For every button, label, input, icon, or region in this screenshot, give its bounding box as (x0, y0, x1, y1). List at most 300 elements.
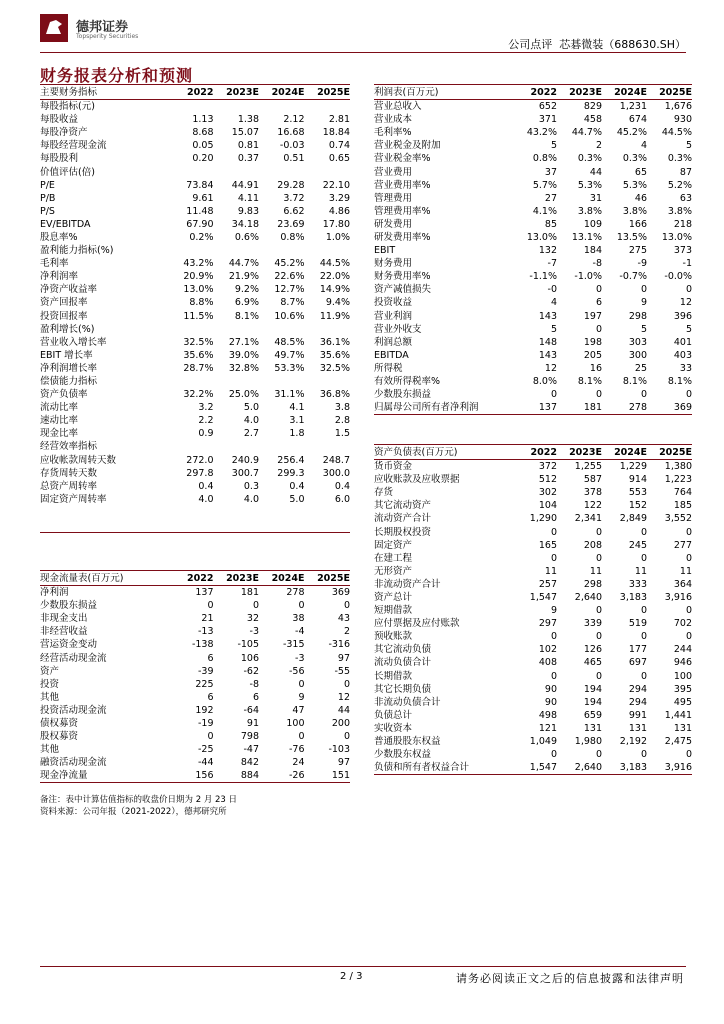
cell-value: 8.1% (667, 376, 692, 388)
table-row (374, 113, 692, 126)
cell-value: 0 (595, 323, 602, 335)
row-label: 净利润 (40, 587, 69, 599)
cell-value: -9 (637, 258, 647, 270)
cell-value (168, 375, 214, 388)
cell-value: -7 (547, 258, 557, 270)
table-header-row (374, 445, 692, 460)
table-row (40, 244, 350, 257)
source-line: 资料来源：公司年报（2021-2022），德邦研究所 (40, 807, 227, 817)
cell-value: 9 (550, 605, 557, 617)
cell-value: 38 (292, 613, 305, 625)
row-label: 现金净流量 (40, 769, 168, 783)
table-row (374, 283, 692, 296)
cell-value: 31.1% (274, 389, 305, 401)
cell-value (214, 519, 260, 533)
cell-value: 8.68 (192, 127, 214, 139)
table-row (40, 179, 350, 192)
cell-value: 43 (337, 613, 350, 625)
table-row (374, 257, 692, 270)
row-label: 营业总收入 (374, 101, 422, 113)
cell-value: 32.5% (183, 336, 214, 348)
row-label: 其它长期负债 (374, 683, 432, 695)
cell-value: 378 (583, 487, 602, 499)
cell-value: 45.2% (274, 258, 305, 270)
cell-value: 373 (673, 245, 692, 257)
cell-value: 0.05 (192, 140, 214, 152)
cell-value: 148 (538, 336, 557, 348)
cell-value (305, 506, 351, 519)
cell-value: 13.1% (571, 231, 602, 243)
table-row (374, 375, 692, 388)
cell-value: 17.80 (322, 218, 350, 230)
cell-value: 9.61 (192, 192, 214, 204)
cell-value: 45.2% (616, 127, 647, 139)
cell-value: -3 (249, 626, 259, 638)
year-header: 2024E (259, 571, 305, 586)
table-row (374, 218, 692, 231)
table-row (40, 612, 350, 625)
cell-value: -8 (592, 258, 602, 270)
cell-value: 184 (583, 245, 602, 257)
row-label: 非经营收益 (40, 626, 88, 638)
year-header: 2024E (602, 85, 647, 100)
cell-value: 5 (640, 323, 647, 335)
cell-value: 6 (595, 297, 602, 309)
table-row (374, 152, 692, 165)
table-row (374, 323, 692, 336)
cell-value: 408 (538, 657, 557, 669)
row-label: 资产总计 (374, 591, 413, 603)
cell-value: 659 (583, 709, 602, 721)
cell-value (259, 100, 305, 114)
cell-value: 0 (550, 526, 557, 538)
cell-value: 8.1% (577, 376, 602, 388)
row-label: 毛利率% (374, 127, 412, 139)
row-label: 在建工程 (374, 552, 413, 564)
cell-value: 32 (246, 613, 259, 625)
cell-value: -19 (197, 717, 214, 729)
cell-value: 3.2 (198, 402, 214, 414)
cell-value: -3 (295, 652, 305, 664)
table-row (40, 440, 350, 453)
table-row (374, 630, 692, 643)
cell-value: 884 (214, 769, 260, 783)
cell-value: 0 (640, 389, 647, 401)
row-label: 非流动资产合计 (374, 578, 441, 590)
year-header: 2025E (305, 85, 351, 100)
row-label: 预收账款 (374, 631, 413, 643)
cell-value: 131 (628, 722, 647, 734)
row-label: 有效所得税率% (374, 376, 441, 388)
row-label: EV/EBITDA (40, 218, 91, 230)
year-header: 2025E (305, 571, 351, 586)
row-label: 每股经营现金流 (40, 140, 107, 152)
company-name: 芯碁微装（688630.SH） (559, 38, 686, 51)
row-label: 所得税 (374, 362, 403, 374)
row-label: 资产负债率 (40, 389, 88, 401)
cell-value: 4.11 (237, 192, 259, 204)
cell-value: 11 (544, 565, 557, 577)
row-label: 净资产收益率 (40, 284, 98, 296)
row-label: EBIT (374, 245, 396, 257)
cell-value: 44.5% (661, 127, 692, 139)
cell-value: 5.0 (243, 402, 259, 414)
table-row (374, 748, 692, 761)
cell-value: 3,552 (664, 513, 692, 525)
cell-value: 272.0 (186, 454, 214, 466)
row-label: 研发费用 (374, 218, 413, 230)
cell-value: 43.2% (183, 258, 214, 270)
cell-value: 5 (685, 323, 692, 335)
cell-value: -13 (197, 626, 214, 638)
cell-value: 106 (240, 652, 259, 664)
cell-value: 87 (679, 166, 692, 178)
cell-value: 0.6% (234, 231, 259, 243)
row-label: 速动比率 (40, 415, 79, 427)
cell-value: 1.8 (289, 428, 305, 440)
cell-value: 0 (685, 526, 692, 538)
cell-value: 256.4 (277, 454, 305, 466)
cell-value: 4.1% (532, 205, 557, 217)
cell-value (168, 100, 214, 114)
cell-value: 181 (557, 401, 602, 415)
cell-value: 0 (640, 552, 647, 564)
row-label: 净利润增长率 (40, 362, 98, 374)
cell-value: 299.3 (277, 467, 305, 479)
cell-value: -315 (282, 639, 305, 651)
cell-value: -0.03 (279, 140, 305, 152)
cell-value: 39.0% (228, 349, 259, 361)
cell-value: 1,231 (619, 101, 647, 113)
table-row (374, 126, 692, 139)
cell-value: 3.8% (577, 205, 602, 217)
cell-value: 3,916 (664, 591, 692, 603)
cell-value: 0 (595, 631, 602, 643)
cell-value (214, 375, 260, 388)
cell-value: -64 (243, 704, 259, 716)
table-row (40, 323, 350, 336)
cell-value (168, 165, 214, 178)
cell-value (214, 100, 260, 114)
cell-value (305, 323, 351, 336)
cell-value: 764 (673, 487, 692, 499)
cell-value: 395 (673, 683, 692, 695)
table-row (40, 756, 350, 769)
notes (40, 794, 237, 818)
row-label: 研发费用率% (374, 231, 431, 243)
cell-value: 0 (252, 600, 259, 612)
table-row (40, 283, 350, 296)
cell-value: 0.37 (237, 153, 259, 165)
cell-value: 3,916 (647, 761, 692, 775)
row-label: 投资收益 (374, 297, 413, 309)
row-label: 短期借款 (374, 605, 413, 617)
cell-value: 197 (583, 310, 602, 322)
cell-value: 3,183 (619, 591, 647, 603)
cell-value: 208 (583, 539, 602, 551)
cell-value: 0 (595, 284, 602, 296)
cell-value: 4.86 (328, 205, 350, 217)
cell-value: 8.1% (622, 376, 647, 388)
cell-value: 13.0% (661, 231, 692, 243)
row-label: P/B (40, 192, 56, 204)
cell-value: 12 (679, 297, 692, 309)
table-row (374, 604, 692, 617)
row-label: 盈利增长(%) (40, 323, 95, 335)
cell-value: -62 (243, 665, 259, 677)
row-label: 利润总额 (374, 336, 413, 348)
cell-value: 194 (583, 696, 602, 708)
cell-value: 35.6% (183, 349, 214, 361)
table-row (40, 717, 350, 730)
cell-value: 1,547 (512, 761, 557, 775)
cell-value: 91 (246, 717, 259, 729)
cell-value: 495 (673, 696, 692, 708)
cell-value (259, 440, 305, 453)
row-label: 无形资产 (374, 565, 413, 577)
cell-value: 0 (685, 631, 692, 643)
cell-value: 192 (195, 704, 214, 716)
table-row (40, 665, 350, 678)
row-label: 营业税金及附加 (374, 140, 441, 152)
table-row (374, 499, 692, 512)
cell-value: 97 (337, 652, 350, 664)
cell-value (305, 519, 351, 533)
table-row (374, 349, 692, 362)
table-row (374, 696, 692, 709)
table-row (40, 257, 350, 270)
cell-value: 0 (595, 389, 602, 401)
cell-value: 2.12 (283, 114, 305, 126)
cell-value: 4.0 (198, 493, 214, 505)
table-row (40, 270, 350, 283)
cell-value: 2,640 (574, 591, 602, 603)
cell-value: 2.81 (328, 114, 350, 126)
cell-value: 0.4 (289, 480, 305, 492)
cell-value: 126 (583, 644, 602, 656)
row-label: 财务费用率% (374, 271, 431, 283)
table-row (374, 192, 692, 205)
cell-value: 0 (343, 678, 350, 690)
row-label: 固定资产周转率 (40, 493, 107, 505)
cell-value: 33 (679, 362, 692, 374)
cell-value: 0 (685, 749, 692, 761)
logo-name-cn: 德邦证券 (76, 20, 129, 35)
cell-value: -39 (197, 665, 214, 677)
row-label: 净利润率 (40, 271, 79, 283)
cell-value: 4 (640, 140, 647, 152)
cell-value: 16 (589, 362, 602, 374)
cell-value: 0 (343, 731, 350, 743)
year-header: 2022 (168, 85, 214, 100)
cell-value: 198 (583, 336, 602, 348)
row-label: 其他 (40, 744, 60, 756)
cell-value: 553 (628, 487, 647, 499)
cell-value: -25 (197, 744, 214, 756)
table-row (40, 506, 350, 519)
cell-value: 90 (544, 683, 557, 695)
cell-value: 24 (292, 757, 305, 769)
cell-value: 702 (673, 618, 692, 630)
table-row (374, 270, 692, 283)
cell-value: 0 (595, 526, 602, 538)
cell-value: 9 (298, 691, 305, 703)
row-label: 存货周转天数 (40, 467, 98, 479)
cell-value: 396 (673, 310, 692, 322)
year-header: 2023E (214, 85, 260, 100)
cell-value: 339 (583, 618, 602, 630)
cell-value: 3.8% (622, 205, 647, 217)
cell-value: 100 (286, 717, 305, 729)
row-label: 少数股东权益 (374, 749, 432, 761)
cell-value: 44.5% (319, 258, 350, 270)
cell-value: 0 (640, 526, 647, 538)
cell-value (214, 165, 260, 178)
cell-value (168, 519, 214, 533)
cell-value (305, 440, 351, 453)
row-label (40, 506, 168, 519)
cell-value: 0 (595, 749, 602, 761)
cell-value: 63 (679, 192, 692, 204)
cell-value: 14.9% (319, 284, 350, 296)
table-row (40, 769, 350, 783)
row-label: 营业利润 (374, 310, 413, 322)
table-row (374, 709, 692, 722)
cell-value: -138 (191, 639, 214, 651)
table-row (40, 126, 350, 139)
table-row (374, 565, 692, 578)
table-row (40, 336, 350, 349)
cell-value: 5 (550, 140, 557, 152)
cell-value: 2,192 (619, 736, 647, 748)
table-title: 利润表(百万元) (374, 85, 512, 100)
cell-value: 137 (195, 587, 214, 599)
cell-value: 0 (550, 552, 557, 564)
cell-value: 1.0% (325, 231, 350, 243)
cell-value: 674 (628, 114, 647, 126)
cell-value: 0.3% (667, 153, 692, 165)
table-row (374, 388, 692, 401)
cell-value: 46 (634, 192, 647, 204)
cell-value: 257 (538, 578, 557, 590)
cell-value: 22.0% (319, 271, 350, 283)
cell-value: -44 (197, 757, 214, 769)
cell-value (259, 323, 305, 336)
row-label: 财务费用 (374, 258, 413, 270)
cell-value: 22.10 (322, 179, 350, 191)
row-label: 经营效率指标 (40, 441, 98, 453)
cell-value: 1.13 (192, 114, 214, 126)
cell-value: 11.5% (183, 310, 214, 322)
cell-value: 185 (673, 500, 692, 512)
table-row (374, 722, 692, 735)
cell-value: -26 (259, 769, 305, 783)
cell-value: 131 (673, 722, 692, 734)
cell-value: 278 (602, 401, 647, 415)
cell-value: 137 (512, 401, 557, 415)
cell-value: 0.3% (577, 153, 602, 165)
table-row (374, 139, 692, 152)
cell-value: 798 (240, 731, 259, 743)
cell-value: 27.1% (228, 336, 259, 348)
cell-value: -1 (682, 258, 692, 270)
table-row (40, 625, 350, 638)
report-info (508, 36, 686, 52)
cell-value: 20.9% (183, 271, 214, 283)
table-row (40, 599, 350, 612)
cell-value: 0 (640, 749, 647, 761)
table-row (40, 349, 350, 362)
cell-value: 205 (583, 349, 602, 361)
cell-value: 65 (634, 166, 647, 178)
row-label: 股权募资 (40, 731, 79, 743)
cell-value: 67.90 (186, 218, 214, 230)
cell-value: 18.84 (322, 127, 350, 139)
table-row (374, 310, 692, 323)
cell-value: 5 (550, 323, 557, 335)
row-label: 每股指标(元) (40, 101, 95, 113)
cell-value: 5.0 (289, 493, 305, 505)
cell-value: 0.74 (328, 140, 350, 152)
cell-value: -1.1% (529, 271, 557, 283)
table-row (40, 205, 350, 218)
cell-value: 1,223 (664, 474, 692, 486)
cell-value: 2.8 (334, 415, 350, 427)
table-row (374, 473, 692, 486)
cell-value: 1,049 (529, 736, 557, 748)
cell-value: 90 (544, 696, 557, 708)
row-label: 价值评估(倍) (40, 166, 95, 178)
cell-value: 1,290 (529, 513, 557, 525)
table-row (374, 244, 692, 257)
cell-value: 31 (589, 192, 602, 204)
cell-value: 697 (628, 657, 647, 669)
cell-value: 2,849 (619, 513, 647, 525)
table-row (40, 401, 350, 414)
row-label: 流动负债合计 (374, 657, 432, 669)
row-label: 管理费用率% (374, 205, 431, 217)
table-row (374, 656, 692, 669)
cell-value: 5.7% (532, 179, 557, 191)
page-title: 财务报表分析和预测 (40, 66, 194, 85)
table-row (374, 100, 692, 114)
cell-value: 166 (628, 218, 647, 230)
cell-value: -316 (328, 639, 350, 651)
cell-value: 122 (583, 500, 602, 512)
cell-value (305, 165, 351, 178)
row-label: 实收资本 (374, 722, 413, 734)
cell-value: 6.62 (283, 205, 305, 217)
cell-value: 25 (634, 362, 647, 374)
year-header: 2024E (602, 445, 647, 460)
cell-value: 53.3% (274, 362, 305, 374)
cell-value: 132 (538, 245, 557, 257)
cell-value: 0 (550, 749, 557, 761)
table-row (374, 165, 692, 178)
row-label: 盈利能力指标(%) (40, 245, 114, 257)
cell-value: 0 (640, 670, 647, 682)
table-row (40, 113, 350, 126)
cell-value: 0 (685, 389, 692, 401)
cell-value: 0.2% (189, 231, 214, 243)
cell-value: 0 (550, 670, 557, 682)
cell-value: 0.20 (192, 153, 214, 165)
cell-value: 44.91 (231, 179, 259, 191)
table-row (40, 414, 350, 427)
table-header-row (40, 571, 350, 586)
cell-value: 4 (550, 297, 557, 309)
cell-value (214, 506, 260, 519)
